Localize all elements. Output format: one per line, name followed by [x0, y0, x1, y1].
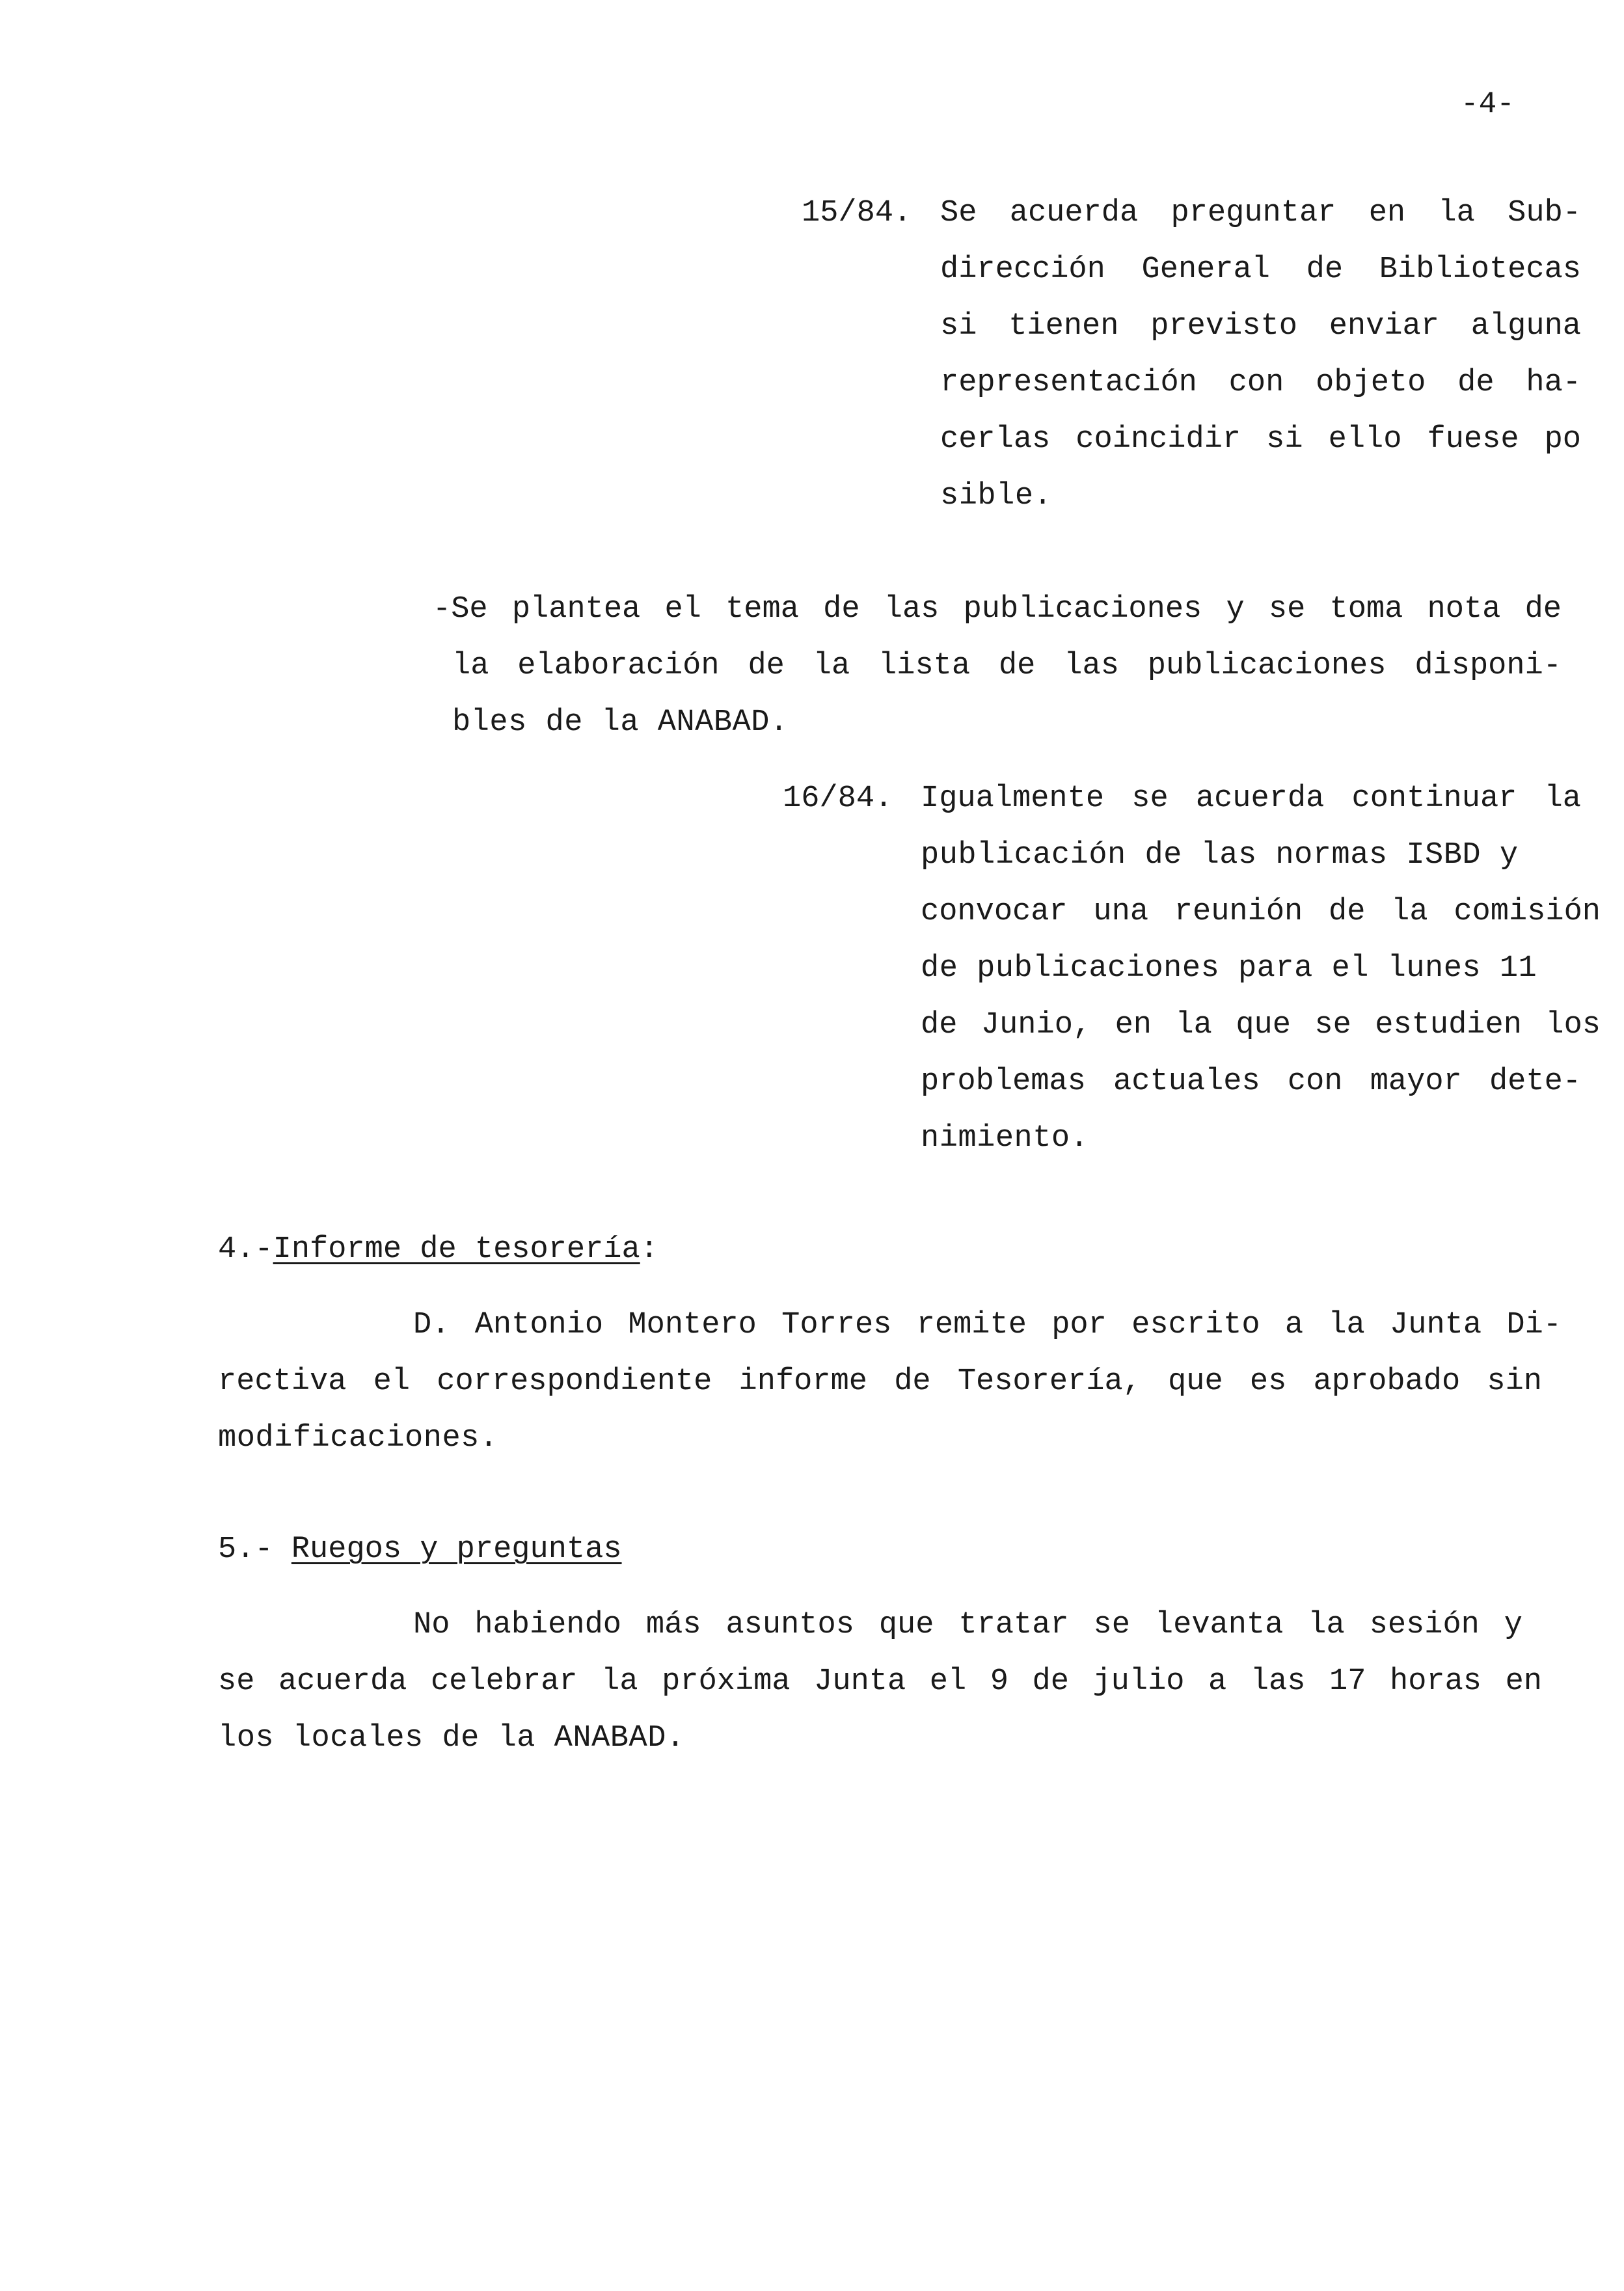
paragraph-line: bles de la ANABAD.: [452, 705, 789, 740]
paragraph-line: se acuerda celebrar la próxima Junta el 9 de julio a las 17 horas en: [218, 1664, 1542, 1699]
agreement-line: de Junio, en la que se estudien los: [921, 1008, 1601, 1042]
agreement-line: problemas actuales con mayor dete-: [921, 1064, 1581, 1099]
agreement-number: 16/84.: [783, 781, 893, 816]
paragraph-line: modificaciones.: [218, 1421, 498, 1456]
section-number: 4.-: [218, 1232, 273, 1267]
paragraph-line: los locales de la ANABAD.: [218, 1721, 685, 1756]
section-number: 5.-: [218, 1532, 273, 1567]
paragraph-line: D. Antonio Montero Torres remite por escrito a la Junta Di-: [413, 1308, 1562, 1342]
page-number: -4-: [1461, 87, 1515, 121]
agreement-line: Igualmente se acuerda continuar la: [921, 781, 1581, 816]
section-title: Informe de tesorería: [273, 1232, 640, 1267]
agreement-line: Se acuerda preguntar en la Sub-: [940, 196, 1581, 230]
section-heading: [218, 1530, 622, 1569]
agreement-line: si tienen previsto enviar alguna: [940, 309, 1581, 344]
agreement-line: nimiento.: [921, 1121, 1089, 1156]
paragraph-line: No habiendo más asuntos que tratar se levanta la sesión y: [413, 1608, 1522, 1642]
agreement-line: convocar una reunión de la comisión: [921, 895, 1601, 929]
agreement-line: de publicaciones para el lunes 11: [921, 951, 1537, 986]
section-title: Ruegos y preguntas: [291, 1532, 622, 1567]
paragraph-line: rectiva el correspondiente informe de Tesorería, que es aprobado sin: [218, 1364, 1542, 1399]
agreement-number: 15/84.: [802, 196, 912, 230]
section-colon: :: [640, 1232, 658, 1267]
agreement-line: sible.: [940, 479, 1053, 513]
paragraph-line: -Se plantea el tema de las publicaciones y se toma nota de: [433, 592, 1562, 627]
section-heading: [218, 1230, 658, 1269]
agreement-line: dirección General de Bibliotecas: [940, 252, 1581, 287]
agreement-line: cerlas coincidir si ello fuese po: [940, 422, 1581, 457]
paragraph-line: la elaboración de la lista de las publicaciones disponi-: [452, 649, 1562, 683]
agreement-line: representación con objeto de ha-: [940, 366, 1581, 400]
agreement-line: publicación de las normas ISBD y: [921, 838, 1519, 873]
